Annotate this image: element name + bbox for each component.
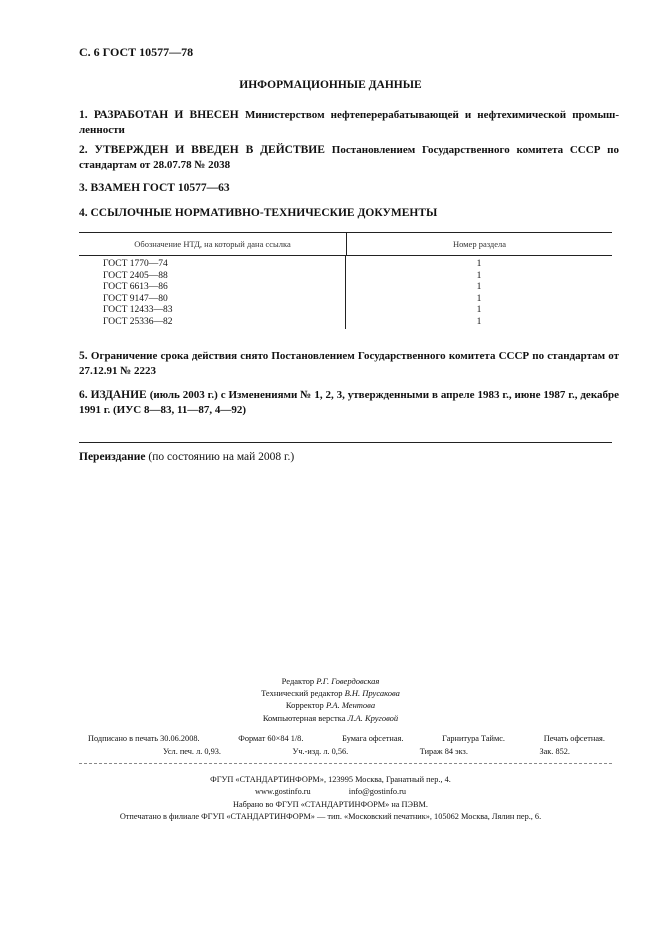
section-lead: ВЗАМЕН ГОСТ 10577—63 [90, 182, 230, 194]
print-method: Печать офсетная. [543, 734, 605, 743]
publisher-website: www.gostinfo.ru [255, 787, 311, 797]
print-info-row-1 [88, 732, 605, 745]
print-info-row-2 [88, 745, 605, 758]
reissue-note [79, 451, 294, 463]
section-column [346, 256, 612, 329]
print-signed: Подписано в печать 30.06.2008. [88, 734, 200, 743]
credit-proofreader: Корректор Р.А. Ментова [285, 700, 376, 711]
table-cell-section: 1 [476, 259, 482, 269]
divider [79, 763, 612, 764]
print-sheets: Усл. печ. л. 0,93. [163, 747, 221, 756]
section-6 [79, 388, 619, 418]
table-cell-document: ГОСТ 6613—86 [103, 282, 168, 293]
section-1 [79, 108, 619, 138]
references-table [79, 232, 612, 329]
print-order: Зак. 852. [539, 747, 570, 756]
table-body [79, 256, 612, 329]
publisher-info [0, 774, 661, 823]
document-column [79, 256, 346, 329]
credit-tech-editor: Технический редактор В.Н. Прусакова [261, 688, 400, 699]
publisher-address: ФГУП «СТАНДАРТИНФОРМ», 123995 Москва, Гранатный пер., 4. [210, 775, 451, 784]
credit-layout: Компьютерная верстка Л.А. Круговой [262, 712, 399, 723]
print-publisher-sheets: Уч.-изд. л. 0,56. [292, 747, 349, 756]
section-number: 3. [79, 182, 88, 194]
column-header-document: Обозначение НТД, на который дана ссылка [79, 233, 347, 255]
print-info [88, 732, 605, 758]
table-header [79, 233, 612, 256]
section-number: 1. [79, 109, 88, 121]
table-cell-section: 1 [476, 305, 482, 316]
page-title: ИНФОРМАЦИОННЫЕ ДАННЫЕ [239, 79, 422, 91]
section-number: 4. [79, 207, 88, 219]
table-cell-section: 1 [476, 282, 482, 293]
table-cell-document: ГОСТ 12433—83 [103, 305, 173, 316]
publisher-email: info@gostinfo.ru [348, 787, 406, 797]
section-lead: УТВЕРЖДЕН И ВВЕДЕН В ДЕЙСТВИЕ [94, 144, 325, 156]
reissue-label: Переиздание [79, 451, 146, 463]
table-cell-document: ГОСТ 9147—80 [103, 293, 168, 304]
section-2 [79, 143, 619, 173]
section-text: Министерством нефтеперерабатывающей и нефтехимической промышленности [79, 109, 620, 136]
section-4 [79, 206, 619, 221]
column-header-section: Номер раздела [452, 239, 507, 249]
section-lead: РАЗРАБОТАН И ВНЕСЕН [93, 109, 239, 121]
typeset-note: Набрано во ФГУП «СТАНДАРТИНФОРМ» на ПЭВМ. [232, 799, 429, 809]
table-cell-section: 1 [476, 316, 482, 327]
section-lead: ССЫЛОЧНЫЕ НОРМАТИВНО-ТЕХНИЧЕСКИЕ ДОКУМЕНТЫ [90, 207, 438, 219]
reissue-text: (по состоянию на май 2008 г.) [148, 451, 295, 463]
table-cell-section: 1 [476, 293, 482, 304]
section-text: Ограничение срока действия снято Постановлением Государственного комитета СССР по стандартам от 27.12.91 № 2223 [79, 350, 619, 377]
section-number: 5. [79, 350, 88, 362]
section-5 [79, 349, 619, 379]
credits [0, 675, 661, 724]
print-format: Формат 60×84 1/8. [238, 734, 304, 743]
section-lead: ИЗДАНИЕ [90, 389, 147, 401]
print-paper: Бумага офсетная. [342, 734, 404, 743]
credit-editor: Редактор Р.Г. Говердовская [281, 676, 380, 686]
publisher-contacts [0, 786, 661, 798]
section-number: 6. [79, 389, 88, 401]
table-cell-document: ГОСТ 1770—74 [103, 259, 168, 269]
divider [79, 442, 612, 443]
printed-note: Отпечатано в филиале ФГУП «СТАНДАРТИНФОРМ» — тип. «Московский печатник», 105062 Москва, Лялин пер., 6. [119, 811, 542, 821]
section-number: 2. [79, 144, 88, 156]
table-cell-section: 1 [476, 270, 482, 281]
print-run: Тираж 84 экз. [419, 747, 468, 756]
table-cell-document: ГОСТ 2405—88 [103, 270, 168, 281]
section-3 [79, 181, 619, 196]
page-header: С. 6 ГОСТ 10577—78 [79, 45, 194, 59]
table-cell-document: ГОСТ 25336—82 [103, 316, 173, 327]
section-text: (июль 2003 г.) с Изменениями № 1, 2, 3, утвержденными в апреле 1983 г., июне 1987 г., декабре 1991 г. (ИУС 8—83, 11—87, 4—92) [79, 389, 619, 416]
section-text: Постановлением Государственного комитета СССР по стандартам от 28.07.78 № 2038 [79, 144, 619, 171]
print-typeface: Гарнитура Таймс. [442, 734, 505, 743]
